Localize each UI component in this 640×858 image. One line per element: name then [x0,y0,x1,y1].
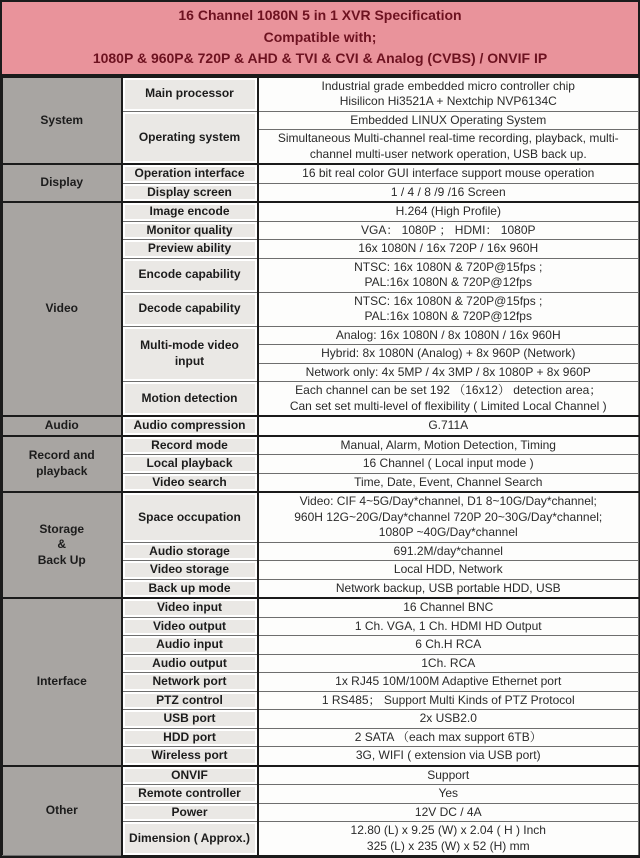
spec-value-multi-mode-video-input-3 [258,363,639,382]
spec-label-text: Wireless port [151,748,228,762]
spec-value-line: 1 / 4 / 8 /9 /16 Screen [390,184,506,199]
spec-label-decode-capability [122,292,258,326]
category-label: Display [40,175,84,190]
spec-value-line: Simultaneous Multi-channel real-time recording, playback, multi- [277,131,619,145]
spec-value-line: Manual, Alarm, Motion Detection, Timing [340,437,556,452]
spec-value-line: Analog: 16x 1080N / 8x 1080N / 16x 960H [335,327,561,342]
spec-label-preview-ability [122,240,258,259]
spec-value-local-playback [258,455,639,474]
spec-value-ptz-control [258,691,639,710]
spec-row-video-input [3,598,639,617]
spec-value-line: 1 RS485； Support Multi Kinds of PTZ Protocol [321,692,575,707]
spec-value-onvif [258,766,639,785]
spec-label-text: Audio input [156,637,223,651]
spec-value-line: NTSC: 16x 1080N & 720P@15fps ; [354,259,543,274]
category-label: Other [45,803,78,817]
spec-label-text: Encode capability [138,267,241,282]
spec-label-text: Back up mode [148,580,231,595]
spec-label-text: Network port [152,674,227,688]
spec-label-text: Multi-mode video input [140,338,239,368]
spec-value-line: Can set set multi-level of flexibility ( Limited Local Channel ) [289,398,607,413]
spec-label-text: ONVIF [171,767,208,782]
spec-label-dimension-approx [122,822,258,856]
spec-label-network-port [122,673,258,692]
spec-value-operating-system-1 [258,111,639,130]
spec-label-video-output [122,617,258,636]
spec-value-record-mode [258,436,639,455]
spec-label-text: Display screen [147,184,232,199]
spec-label-wireless-port [122,747,258,766]
spec-label-text: Operating system [138,129,241,144]
spec-label-multi-mode-video-input [122,326,258,382]
spec-row-record-mode [3,436,639,455]
spec-label-local-playback [122,455,258,474]
spec-label-video-search [122,473,258,492]
spec-value-operating-system-2 [258,130,639,165]
spec-label-display-screen [122,183,258,202]
spec-label-operation-interface [122,164,258,183]
spec-label-audio-storage [122,542,258,561]
spec-row-image-encode [3,202,639,221]
spec-label-text: Decode capability [138,301,241,316]
spec-value-monitor-quality [258,221,639,240]
header-title: 16 Channel 1080N 5 in 1 XVR Specification [178,7,462,23]
spec-value-line: PAL:16x 1080N & 720P@12fps [364,275,532,289]
spec-row-space-occupation [3,492,639,542]
spec-value-video-input [258,598,639,617]
spec-label-text: Video storage [149,562,230,576]
spec-label-audio-input [122,636,258,655]
spec-label-text: Monitor quality [146,222,233,237]
spec-value-line: 3G, WIFI ( extension via USB port) [355,748,541,762]
spec-value-dimension-approx [258,822,639,856]
category-cell-record-and-playback [3,436,122,493]
spec-value-multi-mode-video-input-1 [258,326,639,345]
category-cell-interface [3,598,122,766]
spec-value-usb-port [258,710,639,729]
spec-value-motion-detection [258,382,639,417]
header-compatibility-line: 1080P & 960P& 720P & AHD & TVI & CVI & Analog (CVBS) / ONVIF IP [92,50,548,66]
spec-value-line: 16 Channel BNC [403,600,494,614]
spec-value-back-up-mode [258,579,639,598]
spec-value-line: Network only: 4x 5MP / 4x 3MP / 8x 1080P + 8x 960P [305,364,591,379]
spec-value-main-processor [258,77,639,112]
spec-label-main-processor [122,77,258,112]
spec-value-line: Local HDD, Network [393,562,503,576]
spec-label-ptz-control [122,691,258,710]
category-label: Storage [39,521,85,536]
spec-value-line: PAL:16x 1080N & 720P@12fps [364,309,532,323]
category-label: Record and playback [28,448,95,478]
spec-table [2,76,639,857]
spec-label-text: Preview ability [147,241,232,255]
spec-label-text: Audio compression [133,418,246,432]
spec-label-motion-detection [122,382,258,417]
spec-value-audio-compression [258,416,639,436]
spec-value-video-search [258,473,639,492]
spec-label-image-encode [122,202,258,221]
spec-value-wireless-port [258,747,639,766]
spec-value-line: 1 Ch. VGA, 1 Ch. HDMI HD Output [354,618,542,633]
spec-value-line: VGA： 1080P ； HDMI： 1080P [360,222,536,237]
spec-label-text: Local playback [146,456,233,470]
spec-value-line: 12V DC / 4A [414,804,482,819]
category-label: Back Up [37,552,86,567]
spec-label-back-up-mode [122,579,258,598]
spec-value-line: 325 (L) x 235 (W) x 52 (H) mm [366,838,530,853]
spec-label-text: PTZ control [156,692,223,707]
spec-value-line: Support [427,767,470,782]
category-cell-storage-back-up [3,492,122,598]
spec-value-audio-storage [258,542,639,561]
spec-value-display-screen [258,183,639,202]
spec-label-text: USB port [163,711,216,725]
spec-value-line: H.264 (High Profile) [395,204,501,218]
spec-label-record-mode [122,436,258,455]
category-cell-other [3,766,122,856]
spec-value-line: 691.2M/day*channel [393,543,503,558]
spec-value-line: G.711A [428,418,469,432]
spec-value-remote-controller [258,785,639,804]
spec-label-text: Power [171,804,208,819]
header-subtitle: Compatible with; [263,28,377,45]
spec-value-line: 2x USB2.0 [419,711,477,725]
spec-value-line: Hybrid: 8x 1080N (Analog) + 8x 960P (Network) [321,346,576,360]
spec-label-video-input [122,598,258,617]
spec-value-line: 16x 1080N / 16x 720P / 16x 960H [358,241,539,255]
spec-row-operation-interface [3,164,639,183]
spec-label-text: Main processor [145,86,234,101]
spec-value-line: 1Ch. RCA [421,655,476,670]
spec-row-main-processor [3,77,639,112]
spec-label-usb-port [122,710,258,729]
category-label: Video [45,301,78,316]
spec-value-line: Yes [438,786,459,800]
spec-label-text: Motion detection [141,390,238,405]
spec-value-encode-capability [258,258,639,292]
spec-label-text: Dimension ( Approx.) [129,830,250,845]
spec-value-audio-output [258,654,639,673]
spec-label-text: Video input [156,600,223,614]
spec-label-text: Space occupation [138,509,241,524]
spec-label-audio-output [122,654,258,673]
spec-row-audio-compression [3,416,639,436]
spec-value-line: 960H 12G~20G/Day*channel 720P 20~30G/Day*channel; [294,509,603,524]
spec-label-text: Image encode [149,204,230,218]
spec-label-text: Audio storage [149,543,230,558]
spec-value-video-storage [258,561,639,580]
spec-value-preview-ability [258,240,639,259]
spec-value-line: 1080P ~40G/Day*channel [378,525,518,539]
spec-value-line: NTSC: 16x 1080N & 720P@15fps ; [354,293,543,308]
spec-value-space-occupation [258,492,639,542]
spec-label-text: Video search [152,474,227,489]
spec-label-monitor-quality [122,221,258,240]
spec-value-power [258,803,639,822]
spec-value-line: Embedded LINUX Operating System [350,112,547,127]
spec-header [2,2,638,76]
spec-label-power [122,803,258,822]
category-cell-system [3,77,122,165]
spec-label-hdd-port [122,728,258,747]
spec-label-text: Operation interface [134,166,245,180]
spec-row-onvif [3,766,639,785]
category-cell-display [3,164,122,202]
spec-value-decode-capability [258,292,639,326]
spec-label-text: Video output [152,618,227,633]
spec-value-operation-interface [258,164,639,183]
spec-value-line: Hisilicon Hi3521A + Nextchip NVP6134C [339,94,557,108]
spec-value-multi-mode-video-input-2 [258,345,639,364]
spec-label-operating-system [122,111,258,164]
spec-label-text: Remote controller [138,786,241,800]
spec-value-line: Time, Date, Event, Channel Search [354,474,543,489]
category-label: System [40,112,84,127]
spec-value-line: 12.80 (L) x 9.25 (W) x 2.04 ( H ) Inch [350,823,546,837]
spec-label-space-occupation [122,492,258,542]
spec-value-line: Industrial grade embedded micro controller chip [321,78,575,93]
spec-value-network-port [258,673,639,692]
spec-value-line: 2 SATA （each max support 6TB） [354,729,542,744]
category-label: Interface [36,674,87,688]
spec-value-line: Video: CIF 4~5G/Day*channel, D1 8~10G/Day*channel; [299,494,597,508]
spec-value-line: 1x RJ45 10M/100M Adaptive Ethernet port [335,674,562,688]
category-cell-video [3,202,122,416]
spec-label-text: HDD port [163,729,216,744]
spec-value-line: 16 bit real color GUI interface support mouse operation [302,166,595,180]
spec-label-video-storage [122,561,258,580]
spec-value-image-encode [258,202,639,221]
spec-value-line: Network backup, USB portable HDD, USB [335,580,561,595]
spec-value-line: 16 Channel ( Local input mode ) [362,456,534,470]
category-label: & [57,537,67,552]
spec-value-line: 6 Ch.H RCA [415,637,482,651]
spec-label-remote-controller [122,785,258,804]
spec-value-video-output [258,617,639,636]
spec-value-hdd-port [258,728,639,747]
spec-label-encode-capability [122,258,258,292]
spec-value-audio-input [258,636,639,655]
spec-table-body [3,77,639,856]
spec-value-line: channel multi-user network operation, USB back up. [309,146,587,161]
category-label: Audio [44,418,79,432]
category-cell-audio [3,416,122,436]
spec-label-text: Audio output [152,655,227,670]
spec-label-onvif [122,766,258,785]
spec-label-text: Record mode [151,437,228,452]
spec-label-audio-compression [122,416,258,436]
spec-value-line: Each channel can be set 192 （16x12） detection area； [295,383,602,397]
